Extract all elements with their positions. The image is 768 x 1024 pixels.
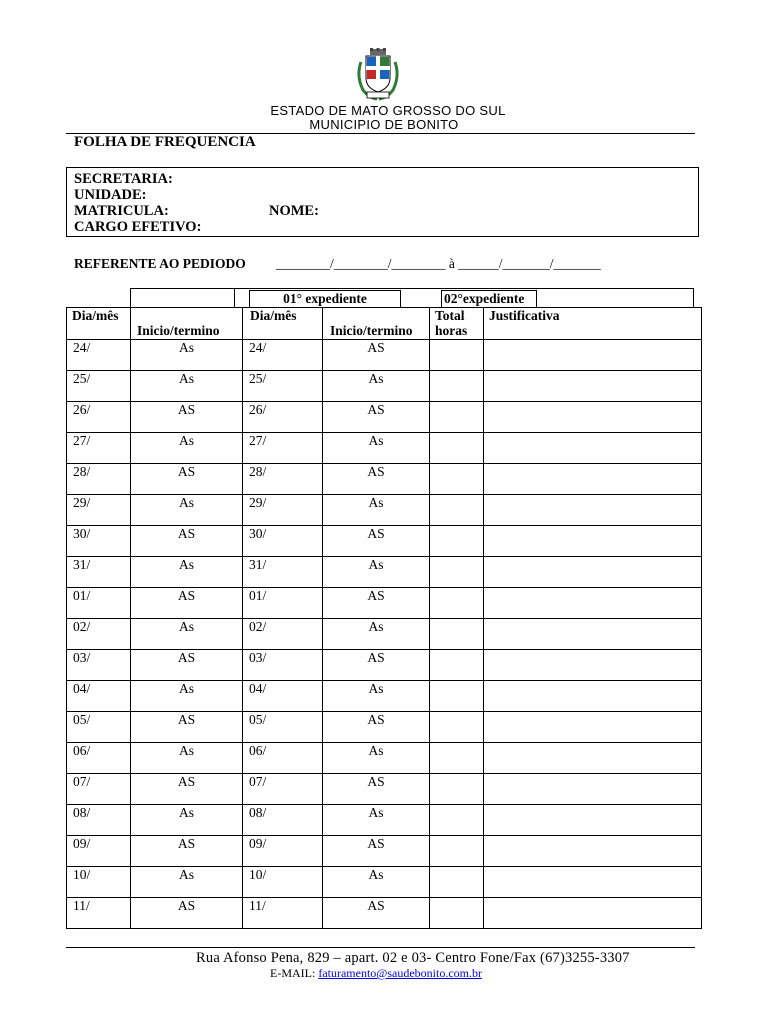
- unidade-label: UNIDADE:: [74, 187, 147, 203]
- as-cell-2nd: As: [323, 681, 430, 712]
- col-dia-mes-2: Dia/mês: [243, 308, 323, 340]
- matricula-label: MATRICULA:: [74, 203, 169, 219]
- day-cell-2nd: 08/: [243, 805, 323, 836]
- as-cell-1st: As: [131, 805, 243, 836]
- justification-cell[interactable]: [484, 743, 702, 774]
- day-cell-1st: 11/: [67, 898, 131, 929]
- as-cell-2nd: As: [323, 433, 430, 464]
- justification-cell[interactable]: [484, 402, 702, 433]
- day-cell-1st: 26/: [67, 402, 131, 433]
- day-cell-1st: 01/: [67, 588, 131, 619]
- cargo-label: CARGO EFETIVO:: [74, 219, 202, 235]
- as-cell-2nd: AS: [323, 898, 430, 929]
- day-cell-1st: 03/: [67, 650, 131, 681]
- table-row: [67, 836, 702, 867]
- total-hours-cell[interactable]: [430, 526, 484, 557]
- table-row: [67, 805, 702, 836]
- total-hours-cell[interactable]: [430, 340, 484, 371]
- as-cell-2nd: AS: [323, 464, 430, 495]
- justification-cell[interactable]: [484, 495, 702, 526]
- day-cell-2nd: 28/: [243, 464, 323, 495]
- as-cell-2nd: As: [323, 371, 430, 402]
- as-cell-1st: AS: [131, 836, 243, 867]
- as-cell-2nd: AS: [323, 526, 430, 557]
- justification-cell[interactable]: [484, 836, 702, 867]
- total-hours-cell[interactable]: [430, 557, 484, 588]
- state-name: ESTADO DE MATO GROSSO DO SUL: [270, 103, 506, 118]
- day-cell-2nd: 06/: [243, 743, 323, 774]
- day-cell-2nd: 27/: [243, 433, 323, 464]
- table-header-row: [67, 308, 702, 340]
- as-cell-1st: AS: [131, 526, 243, 557]
- justification-cell[interactable]: [484, 681, 702, 712]
- total-hours-cell[interactable]: [430, 681, 484, 712]
- table-row: [67, 774, 702, 805]
- total-hours-cell[interactable]: [430, 774, 484, 805]
- as-cell-1st: As: [131, 867, 243, 898]
- as-cell-1st: AS: [131, 588, 243, 619]
- day-cell-2nd: 01/: [243, 588, 323, 619]
- day-cell-1st: 27/: [67, 433, 131, 464]
- as-cell-1st: As: [131, 495, 243, 526]
- table-row: [67, 743, 702, 774]
- day-cell-1st: 07/: [67, 774, 131, 805]
- col-inicio-termino-2: Inicio/termino: [323, 308, 430, 340]
- day-cell-1st: 09/: [67, 836, 131, 867]
- col-dia-mes-1: Dia/mês: [67, 308, 131, 340]
- justification-cell[interactable]: [484, 526, 702, 557]
- justification-cell[interactable]: [484, 588, 702, 619]
- as-cell-1st: AS: [131, 464, 243, 495]
- as-cell-2nd: AS: [323, 588, 430, 619]
- table-row: [67, 371, 702, 402]
- day-cell-2nd: 26/: [243, 402, 323, 433]
- justification-cell[interactable]: [484, 619, 702, 650]
- as-cell-1st: As: [131, 557, 243, 588]
- total-hours-cell[interactable]: [430, 712, 484, 743]
- as-cell-1st: As: [131, 340, 243, 371]
- as-cell-2nd: AS: [323, 650, 430, 681]
- email-label: E-MAIL:: [270, 966, 319, 980]
- day-cell-2nd: 05/: [243, 712, 323, 743]
- justification-cell[interactable]: [484, 774, 702, 805]
- as-cell-1st: As: [131, 743, 243, 774]
- justification-cell[interactable]: [484, 898, 702, 929]
- table-row: [67, 557, 702, 588]
- day-cell-1st: 06/: [67, 743, 131, 774]
- day-cell-2nd: 11/: [243, 898, 323, 929]
- justification-cell[interactable]: [484, 557, 702, 588]
- as-cell-1st: As: [131, 619, 243, 650]
- as-cell-1st: AS: [131, 898, 243, 929]
- table-row: [67, 588, 702, 619]
- justification-cell[interactable]: [484, 867, 702, 898]
- total-hours-cell[interactable]: [430, 433, 484, 464]
- total-hours-cell[interactable]: [430, 650, 484, 681]
- day-cell-2nd: 03/: [243, 650, 323, 681]
- table-row: [67, 650, 702, 681]
- day-cell-1st: 30/: [67, 526, 131, 557]
- secretaria-label: SECRETARIA:: [74, 171, 173, 187]
- as-cell-2nd: As: [323, 495, 430, 526]
- justification-cell[interactable]: [484, 464, 702, 495]
- period-blanks: ________/________/________ à ______/_______/_______: [276, 256, 601, 271]
- nome-label: NOME:: [269, 203, 319, 219]
- as-cell-2nd: AS: [323, 340, 430, 371]
- expediente-2-label: 02°expediente: [441, 290, 537, 308]
- day-cell-2nd: 31/: [243, 557, 323, 588]
- as-cell-1st: As: [131, 681, 243, 712]
- expediente-header-divider: [234, 288, 235, 308]
- day-cell-1st: 02/: [67, 619, 131, 650]
- day-cell-2nd: 09/: [243, 836, 323, 867]
- table-row: [67, 433, 702, 464]
- total-hours-cell[interactable]: [430, 867, 484, 898]
- footer-email-line: [270, 966, 482, 981]
- day-cell-2nd: 30/: [243, 526, 323, 557]
- justification-cell[interactable]: [484, 650, 702, 681]
- expediente-header-bar: [130, 288, 694, 308]
- expediente-1-label: 01° expediente: [249, 290, 401, 308]
- footer-address: Rua Afonso Pena, 829 – apart. 02 e 03- Centro Fone/Fax (67)3255-3307: [196, 950, 630, 966]
- justification-cell[interactable]: [484, 433, 702, 464]
- table-row: [67, 340, 702, 371]
- as-cell-1st: As: [131, 371, 243, 402]
- as-cell-1st: AS: [131, 402, 243, 433]
- justification-cell[interactable]: [484, 340, 702, 371]
- table-row: [67, 867, 702, 898]
- table-row: [67, 495, 702, 526]
- total-hours-cell[interactable]: [430, 588, 484, 619]
- table-row: [67, 402, 702, 433]
- justification-cell[interactable]: [484, 805, 702, 836]
- as-cell-1st: As: [131, 433, 243, 464]
- justification-cell[interactable]: [484, 712, 702, 743]
- as-cell-1st: AS: [131, 774, 243, 805]
- day-cell-1st: 05/: [67, 712, 131, 743]
- total-hours-cell[interactable]: [430, 805, 484, 836]
- col-total-horas: Total horas: [430, 308, 484, 340]
- total-hours-cell[interactable]: [430, 402, 484, 433]
- as-cell-2nd: AS: [323, 774, 430, 805]
- total-hours-cell[interactable]: [430, 743, 484, 774]
- day-cell-1st: 28/: [67, 464, 131, 495]
- as-cell-2nd: AS: [323, 836, 430, 867]
- table-row: [67, 898, 702, 929]
- period-label: REFERENTE AO PEDIODO: [74, 256, 246, 271]
- day-cell-1st: 24/: [67, 340, 131, 371]
- total-hours-cell[interactable]: [430, 464, 484, 495]
- as-cell-2nd: As: [323, 805, 430, 836]
- as-cell-2nd: As: [323, 867, 430, 898]
- day-cell-1st: 04/: [67, 681, 131, 712]
- day-cell-1st: 31/: [67, 557, 131, 588]
- day-cell-1st: 08/: [67, 805, 131, 836]
- day-cell-2nd: 04/: [243, 681, 323, 712]
- day-cell-1st: 10/: [67, 867, 131, 898]
- employee-info-box: [66, 167, 699, 237]
- as-cell-2nd: AS: [323, 712, 430, 743]
- as-cell-2nd: As: [323, 557, 430, 588]
- table-row: [67, 526, 702, 557]
- col-justificativa: Justificativa: [484, 308, 702, 340]
- form-title: FOLHA DE FREQUENCIA: [74, 134, 256, 150]
- footer-divider: [66, 947, 695, 948]
- total-hours-cell[interactable]: [430, 495, 484, 526]
- as-cell-2nd: As: [323, 743, 430, 774]
- table-row: [67, 712, 702, 743]
- col-inicio-termino-1: Inicio/termino: [131, 308, 243, 340]
- day-cell-2nd: 02/: [243, 619, 323, 650]
- total-hours-cell[interactable]: [430, 619, 484, 650]
- as-cell-1st: AS: [131, 650, 243, 681]
- attendance-table: [66, 307, 702, 929]
- day-cell-1st: 29/: [67, 495, 131, 526]
- table-row: [67, 619, 702, 650]
- justification-cell[interactable]: [484, 371, 702, 402]
- municipal-crest-icon: [355, 48, 401, 102]
- day-cell-2nd: 24/: [243, 340, 323, 371]
- table-row: [67, 681, 702, 712]
- day-cell-2nd: 29/: [243, 495, 323, 526]
- day-cell-2nd: 10/: [243, 867, 323, 898]
- day-cell-1st: 25/: [67, 371, 131, 402]
- total-hours-cell[interactable]: [430, 371, 484, 402]
- as-cell-2nd: As: [323, 619, 430, 650]
- as-cell-1st: AS: [131, 712, 243, 743]
- day-cell-2nd: 07/: [243, 774, 323, 805]
- municipality-name: MUNICIPIO DE BONITO: [309, 117, 459, 132]
- day-cell-2nd: 25/: [243, 371, 323, 402]
- total-hours-cell[interactable]: [430, 898, 484, 929]
- as-cell-2nd: AS: [323, 402, 430, 433]
- email-link[interactable]: faturamento@saudebonito.com.br: [318, 966, 482, 980]
- total-hours-cell[interactable]: [430, 836, 484, 867]
- table-row: [67, 464, 702, 495]
